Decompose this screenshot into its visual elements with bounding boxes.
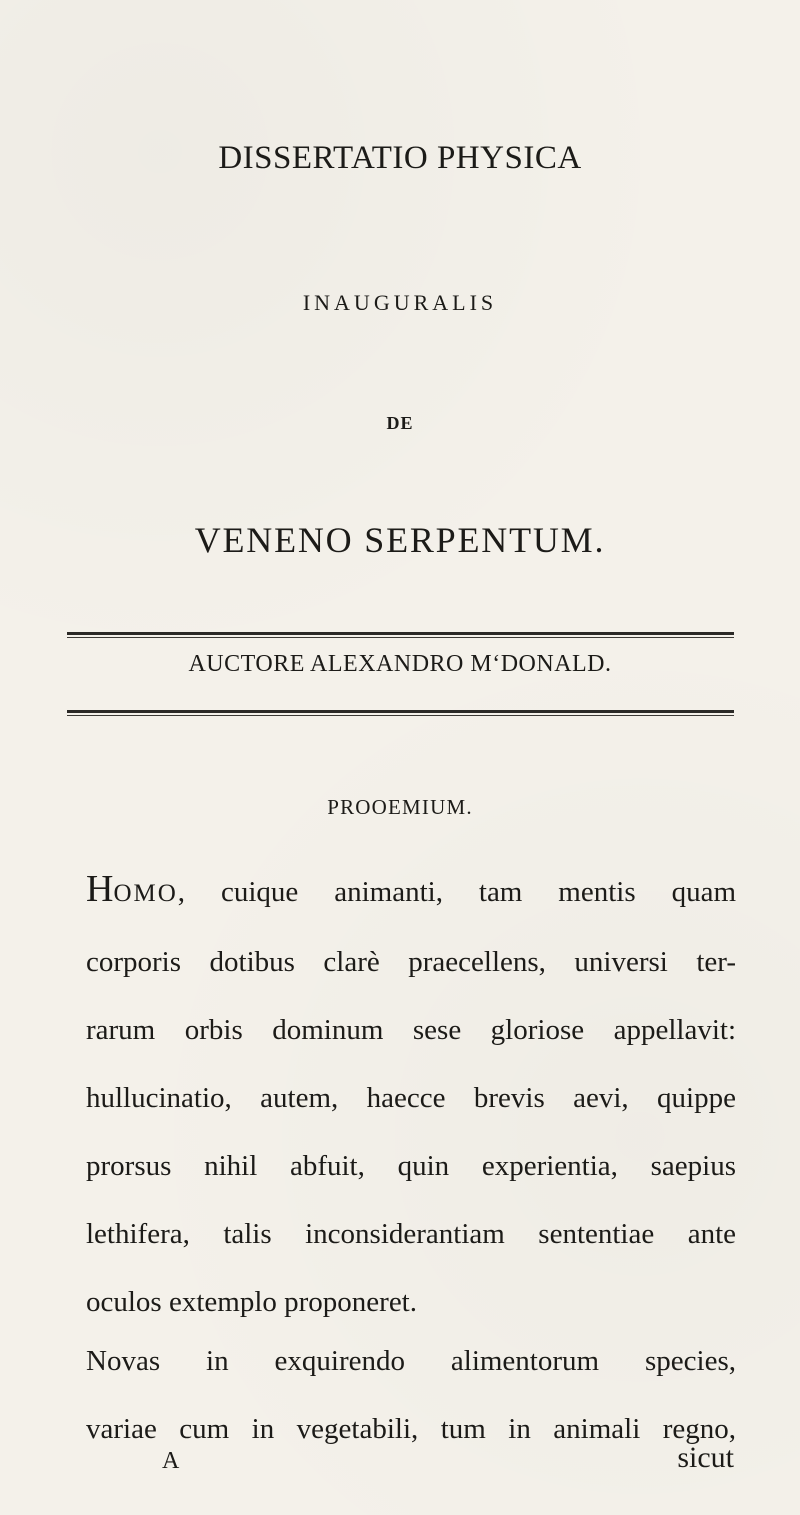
paragraph-1-line-5: prorsus nihil abfuit, quin experientia, saepius	[86, 1150, 736, 1182]
paragraph-1-line-1-text: , cuique animanti, tam mentis quam	[177, 876, 736, 908]
paragraph-1-line-3: rarum orbis dominum sese gloriose appellavit:	[86, 1014, 736, 1046]
document-title: DISSERTATIO PHYSICA	[218, 140, 582, 176]
paragraph-2-line-1: Novas in exquirendo alimentorum species,	[86, 1345, 736, 1377]
catchword: sicut	[677, 1441, 734, 1474]
paragraph-1-line-6: lethifera, talis inconsiderantiam sententiae ante	[86, 1218, 736, 1250]
top-divider	[67, 632, 734, 635]
paragraph-1-line-4: hullucinatio, autem, haecce brevis aevi, quippe	[86, 1082, 736, 1114]
preposition-de: DE	[386, 413, 414, 433]
bottom-divider	[67, 710, 734, 713]
author-line: AUCTORE ALEXANDRO M‘DONALD.	[188, 651, 612, 677]
section-title: PROOEMIUM.	[327, 795, 473, 819]
paragraph-2-line-2: variae cum in vegetabili, tum in animali regno,	[86, 1413, 736, 1445]
paragraph-1-line-7: oculos extemplo proponeret.	[86, 1286, 417, 1318]
main-title: VENENO SERPENTUM.	[194, 520, 606, 560]
drop-cap: H	[86, 868, 114, 910]
paragraph-1	[86, 858, 736, 1336]
paragraph-1-line-1	[86, 858, 736, 928]
opening-small-caps: OMO	[113, 880, 178, 907]
document-subtitle: INAUGURALIS	[302, 290, 498, 315]
paragraph-2	[86, 1327, 736, 1463]
paragraph-1-line-2: corporis dotibus clarè praecellens, universi ter-	[86, 946, 736, 978]
signature-mark: A	[162, 1448, 180, 1474]
